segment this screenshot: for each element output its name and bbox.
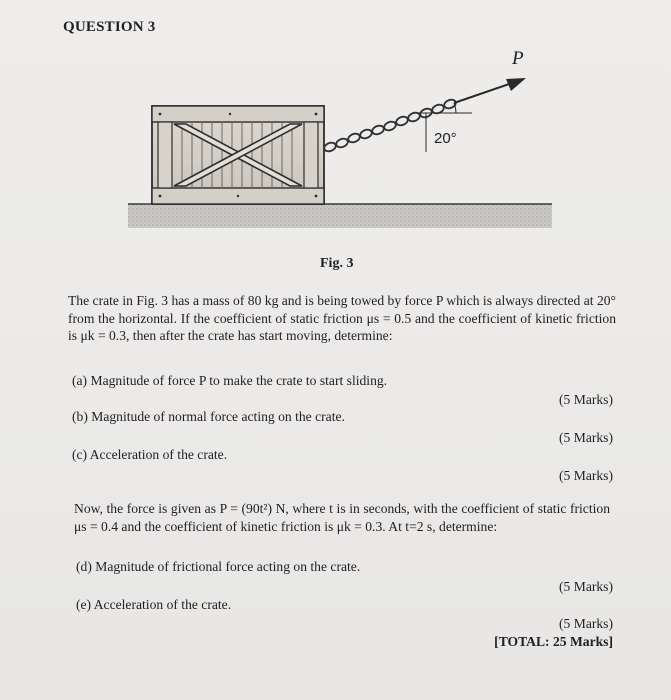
problem-intro: The crate in Fig. 3 has a mass of 80 kg and is being towed by force P which is always directed at 20° from the horizontal. If the coefficient of static friction μs = 0.5 and the coefficient of kinetic friction is μk = 0.3, then after the crate has start moving, determine: xyxy=(68,293,616,343)
crate-figure xyxy=(120,40,560,240)
part-c: (c) Acceleration of the crate. xyxy=(72,447,228,462)
part-b-marks: (5 Marks) xyxy=(559,430,613,445)
part-a-marks: (5 Marks) xyxy=(559,392,613,407)
part-b: (b) Magnitude of normal force acting on the crate. xyxy=(72,409,345,424)
force-arrow xyxy=(454,78,526,103)
crate xyxy=(152,106,324,204)
angle-label: 20° xyxy=(434,130,457,147)
force-label: P xyxy=(512,48,524,69)
figure-caption: Fig. 3 xyxy=(320,256,354,271)
second-intro: Now, the force is given as P = (90t²) N, where t is in seconds, with the coefficient of static friction μs = 0.4 and the coefficient of kinetic friction is μk = 0.3. At t=2 s, determine: xyxy=(74,501,610,534)
ground xyxy=(128,204,552,228)
part-c-marks: (5 Marks) xyxy=(559,468,613,483)
part-d: (d) Magnitude of frictional force acting on the crate. xyxy=(76,559,361,574)
part-e-marks: (5 Marks) xyxy=(559,616,613,631)
part-d-marks: (5 Marks) xyxy=(559,579,613,594)
part-e: (e) Acceleration of the crate. xyxy=(76,597,232,612)
question-title: QUESTION 3 xyxy=(63,19,156,35)
part-a: (a) Magnitude of force P to make the crate to start sliding. xyxy=(72,373,388,388)
total-marks: [TOTAL: 25 Marks] xyxy=(494,634,613,649)
